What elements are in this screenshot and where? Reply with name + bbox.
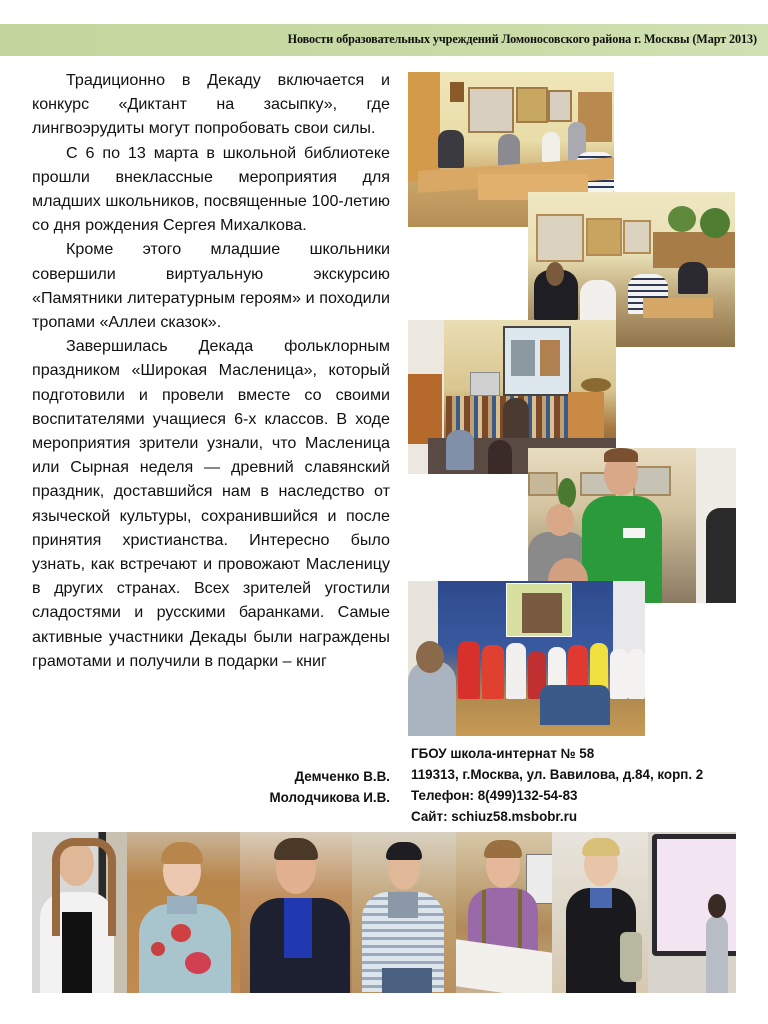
girl-white-jacket-photo — [32, 832, 127, 993]
article-paragraph: С 6 по 13 марта в школьной библиотеке прошли внеклассные мероприятия для младших школьников, посвященные 100-летию со дня рождения Сергея Михалкова. — [32, 143, 390, 235]
article-paragraph: Кроме этого младшие школьники совершили виртуальную экскурсию «Памятники литературным героям» и походили тропами «Аллеи сказок». — [32, 240, 390, 332]
blond-boy-bag-photo — [552, 832, 648, 993]
school-phone: Телефон: 8(499)132-54-83 — [411, 788, 578, 803]
girl-at-whiteboard-photo — [648, 832, 736, 993]
boy-striped-sweater-photo — [352, 832, 456, 993]
school-address: 119313, г.Москва, ул. Вавилова, д.84, корп. 2 — [411, 767, 704, 782]
newsletter-title: Новости образовательных учреждений Ломоносовского района г. Москвы (Март 2013) — [287, 32, 757, 46]
school-name: ГБОУ школа-интернат № 58 — [411, 746, 595, 761]
article-paragraph: Завершилась Декада фольклорным праздником «Широкая Масленица», который подготовили и провели вместе со своими воспитателями учащиеся 6-х классов. В ходе мероприятия зрители узнали, что Масленица или Сырная неделя — древний славянский праздник, доставшийся нам в наследство от языческой культуры, сохранившийся и после принятия христианства. Интересно было узнать, как встречают и провожают Масленицу в других странах. Всех зрителей угостили сладостями и русскими баранками. Самые активные участники Декады были награждены грамотами и получили в подарки – книг — [32, 337, 390, 670]
students-photo-strip — [32, 832, 736, 993]
author-signature — [269, 766, 390, 808]
school-contact-info — [411, 743, 703, 827]
author-name: Демченко В.В. — [294, 769, 390, 784]
header-band — [0, 24, 768, 56]
boy-dark-suit-photo — [240, 832, 352, 993]
girl-floral-top-photo — [127, 832, 240, 993]
school-website: Сайт: schiuz58.msbobr.ru — [411, 809, 578, 824]
maslenitsa-stage-photo — [408, 581, 645, 736]
author-name: Молодчикова И.В. — [269, 790, 390, 805]
boy-purple-shirt-book-photo — [456, 832, 552, 993]
article-paragraph: Традиционно в Декаду включается и конкурс «Диктант на засыпку», где лингвоэрудиты могут попробовать свои силы. — [32, 71, 390, 138]
article-body — [32, 68, 390, 673]
students-listening-photo — [528, 448, 736, 603]
